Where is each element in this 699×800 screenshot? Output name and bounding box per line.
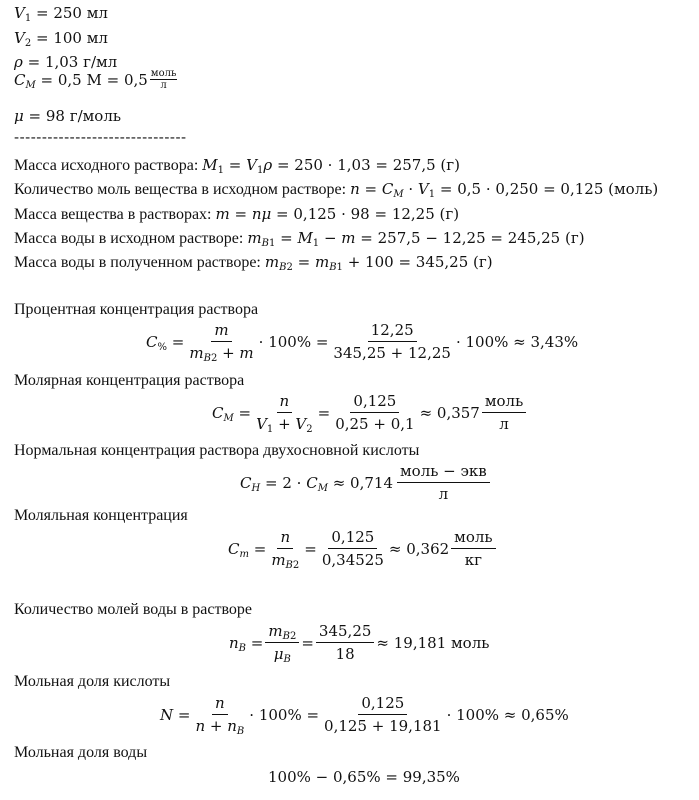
step-water-initial-label: Масса воды в исходном растворе: [14, 230, 244, 247]
normal-result: ≈ 0,714 [332, 473, 393, 492]
given-cm: $C_M = 0,5$ М = 0,5 $\frac{\text{моль}}{л}$ [14, 68, 177, 91]
given-mu-value: 98 г/моль [45, 107, 122, 125]
step-water-initial-expr: = 257,5 − 12,25 = 245,25 (г) [360, 229, 585, 247]
step-substance-mass-label: Масса вещества в растворах: [14, 206, 212, 223]
molar-den-2: 0,25 + 0,1 [335, 415, 415, 433]
step-water-initial: Масса воды в исходном растворе: $m_{B1} = M_1 - m = 257,5 - 12,25 = 245,25$ (г) [14, 229, 585, 249]
given-rho: ρ = 1,03 г/мл [14, 53, 118, 71]
molal-frac-1: $\frac{n}{m_{B2}}$ [271, 528, 300, 571]
given-mu: μ = 98 г/моль [14, 107, 122, 125]
step-water-final-expr: + 100 = 345,25 (г) [347, 253, 493, 271]
percent-frac-1: $\frac{m}{m_{B2} + m}$ [189, 321, 254, 364]
acid-frac-2 [321, 694, 445, 735]
molal-result: ≈ 0,362 [388, 539, 450, 558]
given-cm-unit-den: л [160, 80, 167, 91]
molar-result: ≈ 0,357 [419, 403, 480, 422]
acid-den-2: 0,125 + 19,181 [324, 717, 442, 735]
normal-expr: = 2 · [265, 473, 302, 492]
step-substance-mass: Масса вещества в растворах: m = nμ = 0,125 · 98 = 12,25 (г) [14, 205, 460, 223]
molar-unit-num: моль [482, 392, 526, 413]
water-fraction-title: Мольная доля воды [14, 744, 148, 761]
water-frac-2 [316, 622, 375, 663]
normal-title: Нормальная концентрация раствора двухосновной кислоты [14, 442, 420, 459]
acid-num-2: 0,125 [358, 694, 407, 715]
water-num-2: 345,25 [316, 622, 375, 643]
molar-frac-1: $\frac{n}{V_1 + V_2}$ [256, 392, 313, 435]
molar-num-2: 0,125 [350, 392, 399, 413]
percent-mid: · 100% = [258, 332, 329, 351]
percent-num-2: 12,25 [368, 321, 417, 342]
water-frac-1: $\frac{m_{B2}}{\mu_B}$ [265, 622, 299, 663]
molal-unit-num: моль [451, 528, 495, 549]
water-moles-title: Количество молей воды в растворе [14, 601, 253, 618]
given-v2: $V_2 = 100$ мл [14, 29, 108, 49]
normal-equation: $C_H = 2 \cdot C_M \approx 0,714$ $\frac{\text{моль − экв}}{л}$ [240, 462, 492, 503]
normal-unit-num: моль − экв [397, 462, 490, 483]
step-moles-substance: Количество моль вещества в исходном растворе: $n = C_M \cdot V_1 = 0,5 \cdot 0,250 = 0,125$ (моль) [14, 180, 659, 200]
step-water-final-label: Масса воды в полученном растворе: [14, 254, 261, 271]
molar-frac-2 [332, 392, 417, 433]
percent-equation: $C_{\%}$ = $\frac{m}{m_{B2} + m}$ · 100% = $\frac{12,25}{345,25 + 12,25}$ · 100% ≈ 3,43% [146, 321, 579, 364]
water-fraction-equation: 100% − 0,65% = 99,35% [268, 768, 460, 786]
given-v2-value: 100 мл [53, 29, 108, 47]
water-den-2: 18 [335, 645, 355, 663]
acid-mid: · 100% = [249, 705, 320, 724]
given-cm-unit-num: моль [150, 68, 177, 79]
normal-unit-den: л [438, 485, 449, 503]
percent-den-2: 345,25 + 12,25 [333, 344, 451, 362]
given-cm-unit [150, 68, 178, 91]
acid-fraction-result: · 100% ≈ 0,65% [446, 705, 569, 724]
molar-unit-den: л [499, 415, 509, 433]
given-v1: $V_1 = 250$ мл [14, 4, 108, 24]
step-water-final: Масса воды в полученном растворе: $m_{B2} = m_{B1} + 100 = 345,25$ (г) [14, 253, 493, 273]
molar-unit [482, 392, 526, 433]
molal-num-2: 0,125 [328, 528, 377, 549]
step-initial-mass-label: Масса исходного раствора: [14, 157, 199, 174]
molal-equation: $C_m$ = $\frac{n}{m_{B2}}$ = $\frac{0,125}{0,34525}$ ≈ 0,362 $\frac{\text{моль}}{кг}$ [228, 528, 498, 569]
acid-fraction-equation: N = $\frac{n}{n + n_B}$ · 100% = $\frac{0,125}{0,125 + 19,181}$ · 100% ≈ 0,65% [160, 694, 569, 737]
step-initial-mass: Масса исходного раствора: $M_1 = V_1\rho = 250 \cdot 1,03 = 257,5$ (г) [14, 156, 460, 176]
percent-result: · 100% ≈ 3,43% [455, 332, 579, 351]
molal-unit-den: кг [464, 551, 482, 569]
molal-frac-2 [319, 528, 387, 569]
given-cm-value-b: 0,5 [123, 70, 148, 89]
given-cm-value-a: 0,5 М [57, 70, 102, 89]
water-moles-equation: $n_B$ = $\frac{m_{B2}}{\mu_B}$ = $\frac{345,25}{18}$ ≈ 19,181 моль [229, 622, 490, 665]
percent-frac-2 [330, 321, 454, 362]
normal-unit [397, 462, 490, 503]
acid-frac-1: $\frac{n}{n + n_B}$ [195, 694, 245, 737]
molar-title: Молярная концентрация раствора [14, 372, 245, 389]
water-moles-result: ≈ 19,181 моль [376, 633, 490, 652]
step-substance-mass-expr: = 0,125 · 98 = 12,25 (г) [276, 205, 460, 223]
acid-fraction-title: Мольная доля кислоты [14, 673, 171, 690]
step-moles-label: Количество моль вещества в исходном растворе: [14, 181, 347, 198]
given-v1-value: 250 мл [53, 4, 108, 22]
molal-title: Моляльная концентрация [14, 507, 188, 524]
molal-unit [451, 528, 495, 569]
molar-equation: $C_M$ = $\frac{n}{V_1 + V_2}$ = $\frac{0,125}{0,25 + 0,1}$ ≈ 0,357 $\frac{\text{моль}}{л}$ [212, 392, 528, 433]
step-moles-expr: = 0,5 · 0,250 = 0,125 (моль) [439, 180, 659, 198]
separator-line: ------------------------------- [14, 128, 187, 146]
molal-den-2: 0,34525 [321, 551, 384, 569]
step-initial-mass-expr: = 250 · 1,03 = 257,5 (г) [276, 156, 460, 174]
percent-title: Процентная концентрация раствора [14, 301, 259, 318]
given-rho-value: 1,03 г/мл [44, 53, 118, 71]
